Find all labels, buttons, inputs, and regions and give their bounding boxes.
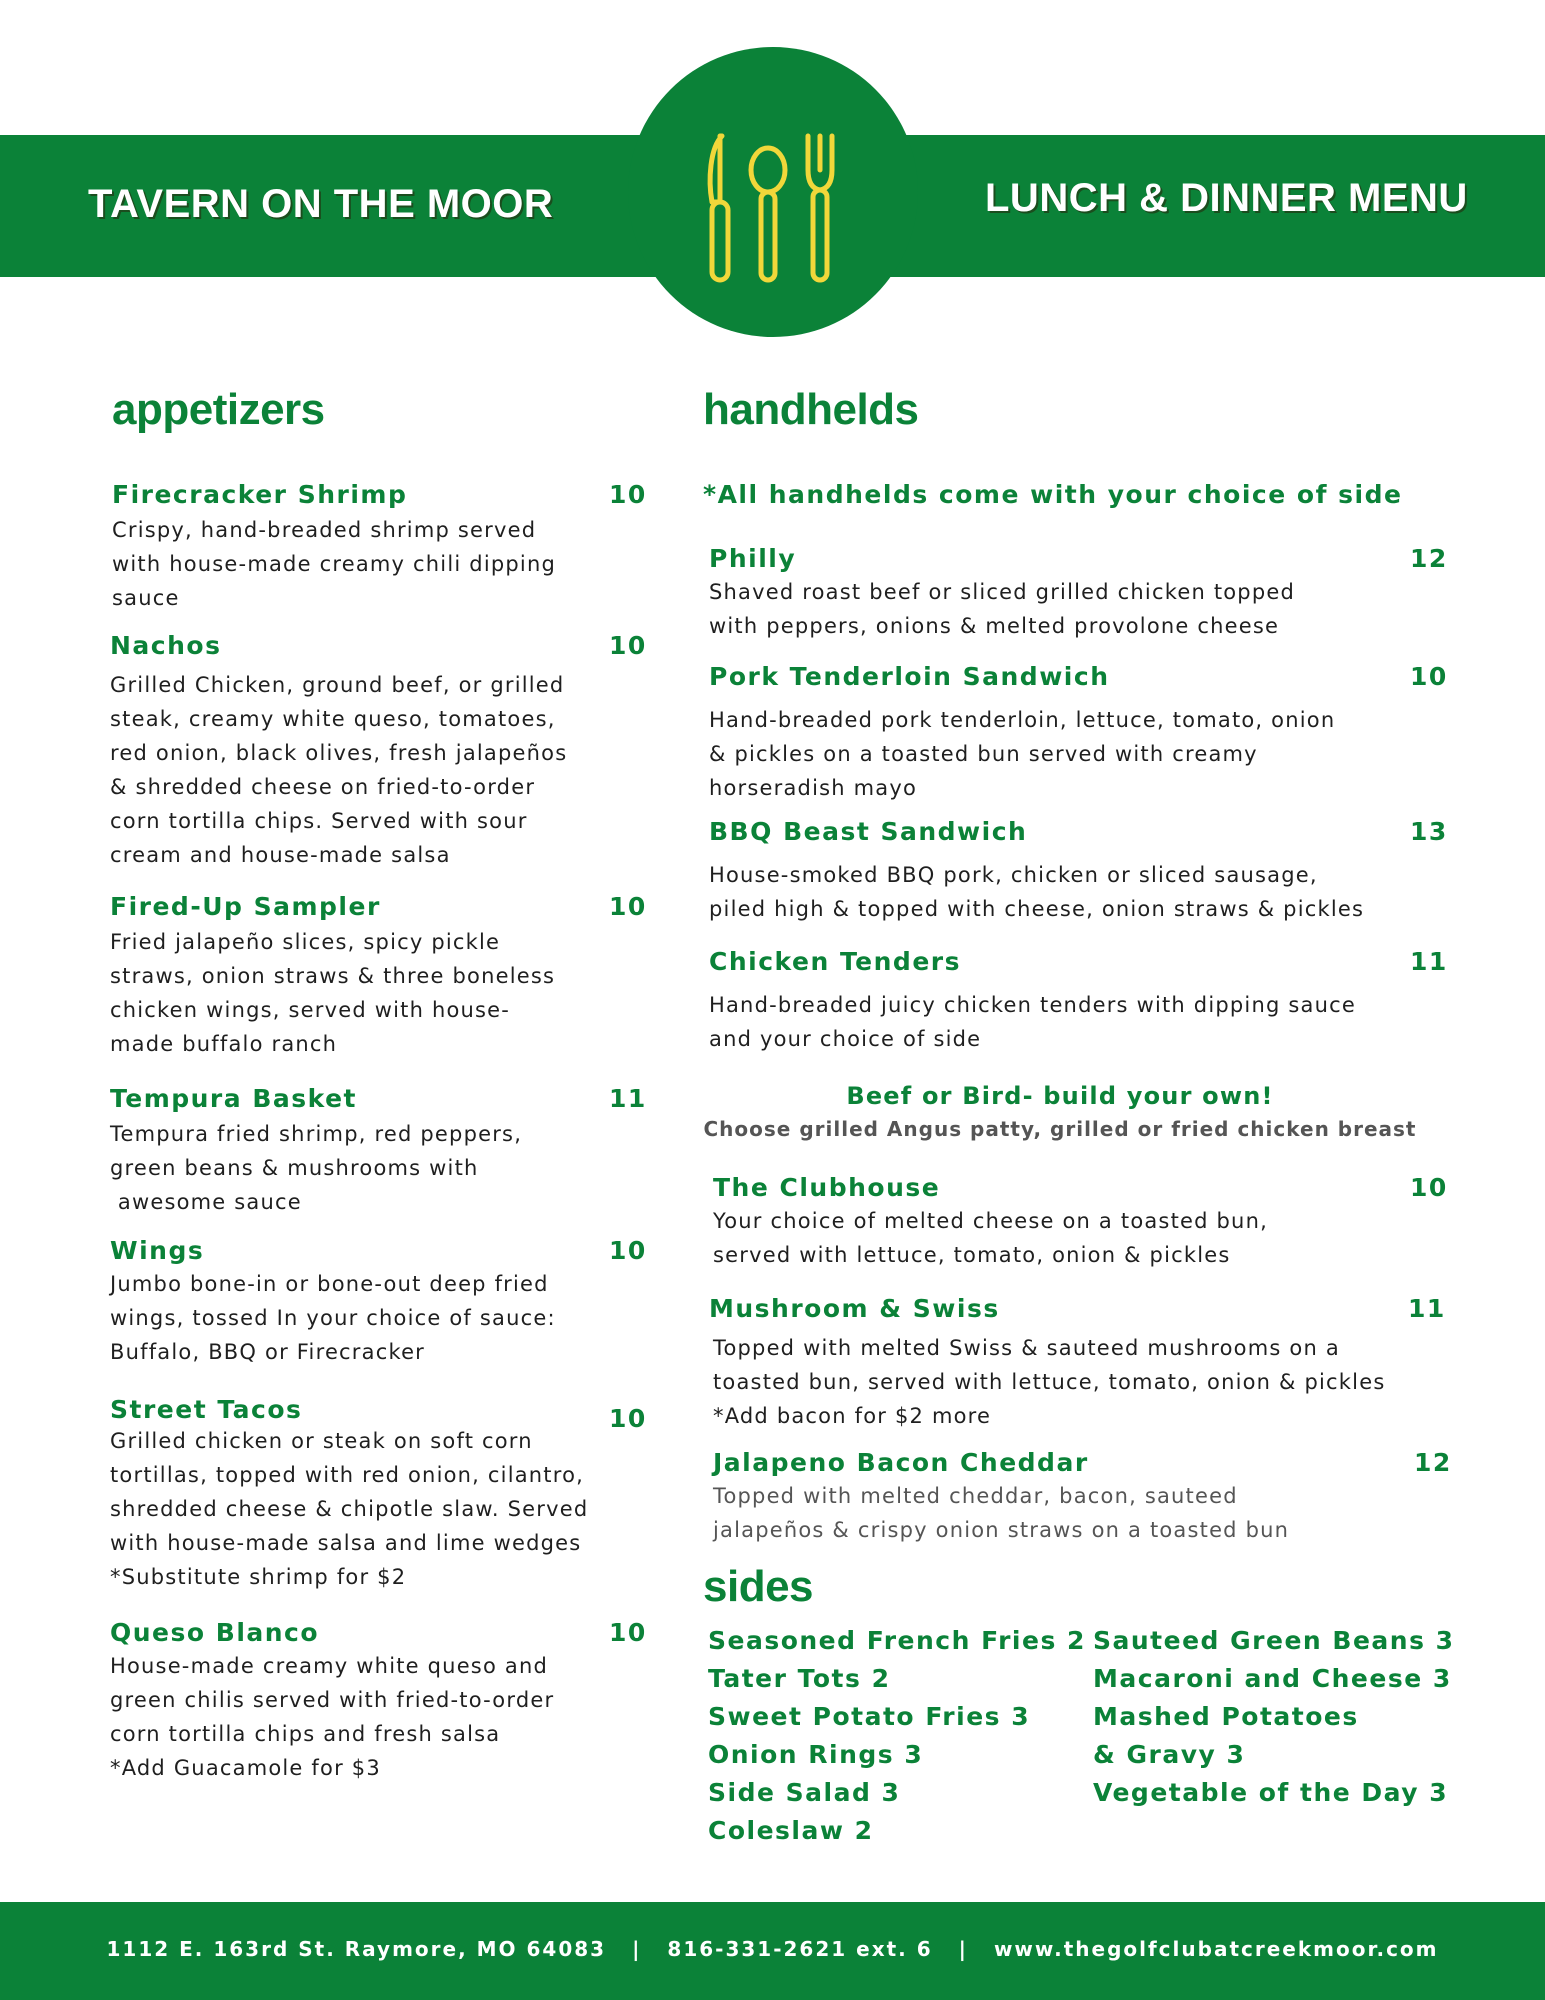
item-description: Grilled chicken or steak on soft corn tortillas, topped with red onion, cilantro, shredded cheese & chipotle slaw. Served with house-made salsa and lime wedges *Substitute shrimp for $2 [110,1429,589,1589]
item-name: Jalapeno Bacon Cheddar [713,1448,1089,1477]
menu-item [709,817,1364,926]
item-price: 10 [609,892,647,921]
item-name: Tempura Basket [110,1084,358,1113]
item-price: 13 [1410,817,1448,846]
knife-spoon-fork-icon [700,130,850,285]
item-name: Queso Blanco [110,1618,320,1647]
item-price: 12 [1414,1448,1452,1477]
menu-item [110,631,567,872]
menu-item [110,1084,522,1219]
menu-item [709,662,1335,805]
item-name: Philly [709,544,797,573]
handhelds-note: *All handhelds come with your choice of side [703,480,1403,509]
item-price: 10 [609,631,647,660]
item-name: The Clubhouse [713,1173,941,1202]
item-name: Chicken Tenders [709,947,961,976]
menu-item [110,1618,554,1785]
item-name: BBQ Beast Sandwich [709,817,1028,846]
sides-title: sides [703,1562,814,1611]
list-item: Tater Tots 2 [708,1664,891,1693]
footer-website-link[interactable]: www.thegolfclubatcreekmoor.com [993,1937,1439,1961]
list-item: Coleslaw 2 [708,1816,874,1845]
item-description: House-made creamy white queso and green chilis served with fried-to-order corn tortilla chips and fresh salsa *Add Guacamole for $3 [110,1654,555,1780]
menu-item [110,1395,588,1594]
menu-item [110,1236,556,1369]
item-price: 10 [1410,662,1448,691]
list-item: Vegetable of the Day 3 [1093,1778,1449,1807]
item-name: Wings [110,1236,205,1265]
list-item: Macaroni and Cheese 3 [1093,1664,1452,1693]
menu-title: LUNCH & DINNER MENU [985,176,1468,220]
item-description: Topped with melted cheddar, bacon, sauteed jalapeños & crispy onion straws on a toasted bun [713,1484,1290,1542]
sides-list-right [1093,1622,1455,1812]
item-name: Firecracker Shrimp [112,480,408,509]
list-item: Onion Rings 3 [708,1740,924,1769]
item-description: Topped with melted Swiss & sauteed mushrooms on a toasted bun, served with lettuce, tomato, onion & pickles *Add bacon for $2 more [713,1336,1386,1428]
handhelds-title: handhelds [703,385,919,434]
item-price: 10 [609,480,647,509]
menu-item [713,1173,1268,1272]
menu-item [709,1294,1385,1433]
sides-list-left [708,1622,1086,1850]
item-description: Jumbo bone-in or bone-out deep fried wings, tossed In your choice of sauce: Buffalo, BBQ or Firecracker [110,1272,556,1364]
item-price: 10 [609,1618,647,1647]
footer-separator: | [958,1937,968,1961]
item-price: 10 [609,1404,647,1433]
item-price: 11 [609,1084,647,1113]
item-price: 10 [1410,1173,1448,1202]
build-your-own-subtitle: Choose grilled Angus patty, grilled or fried chicken breast [703,1117,1417,1141]
item-description: Grilled Chicken, ground beef, or grilled steak, creamy white queso, tomatoes, red onion, black olives, fresh jalapeños & shredded cheese on fried-to-order corn tortilla chips. Served with sour cream and house-made salsa [110,673,568,867]
item-price: 10 [609,1236,647,1265]
menu-item [709,544,1295,643]
footer-separator: | [632,1937,642,1961]
list-item: Sweet Potato Fries 3 [708,1702,1031,1731]
item-price: 11 [1408,1294,1446,1323]
item-price: 11 [1410,947,1448,976]
menu-item [110,892,555,1061]
appetizers-title: appetizers [112,385,325,434]
item-description: Tempura fried shrimp, red peppers, green beans & mushrooms with awesome sauce [110,1122,523,1214]
item-description: Fried jalapeño slices, spicy pickle straws, onion straws & three boneless chicken wings, served with house- made buffalo ranch [110,930,556,1056]
item-name: Nachos [110,631,222,660]
footer-address: 1112 E. 163rd St. Raymore, MO 64083 [106,1937,607,1961]
item-description: House-smoked BBQ pork, chicken or sliced sausage, piled high & topped with cheese, onion straws & pickles [709,863,1365,921]
item-name: Street Tacos [110,1395,303,1424]
item-description: Your choice of melted cheese on a toasted bun, served with lettuce, tomato, onion & pickles [713,1209,1268,1267]
menu-item [709,947,1356,1056]
footer-contact [0,1937,1545,1961]
restaurant-name: TAVERN ON THE MOOR [88,182,554,226]
item-name: Fired-Up Sampler [110,892,381,921]
menu-item [112,480,556,615]
list-item: Seasoned French Fries 2 [708,1626,1086,1655]
footer-phone[interactable]: 816-331-2621 ext. 6 [667,1937,933,1961]
item-price: 12 [1410,544,1448,573]
list-item: & Gravy 3 [1093,1740,1246,1769]
item-name: Pork Tenderloin Sandwich [709,662,1110,691]
item-description: Hand-breaded juicy chicken tenders with dipping sauce and your choice of side [709,993,1356,1051]
item-description: Shaved roast beef or sliced grilled chicken topped with peppers, onions & melted provolone cheese [709,580,1296,638]
item-description: Crispy, hand-breaded shrimp served with house-made creamy chili dipping sauce [112,518,556,610]
item-description: Hand-breaded pork tenderloin, lettuce, tomato, onion & pickles on a toasted bun served with creamy horseradish mayo [709,708,1336,800]
list-item: Mashed Potatoes [1093,1702,1359,1731]
menu-item [713,1448,1289,1547]
build-your-own-title: Beef or Bird- build your own! [846,1082,1274,1110]
list-item: Side Salad 3 [708,1778,901,1807]
item-name: Mushroom & Swiss [709,1294,1000,1323]
list-item: Sauteed Green Beans 3 [1093,1626,1455,1655]
